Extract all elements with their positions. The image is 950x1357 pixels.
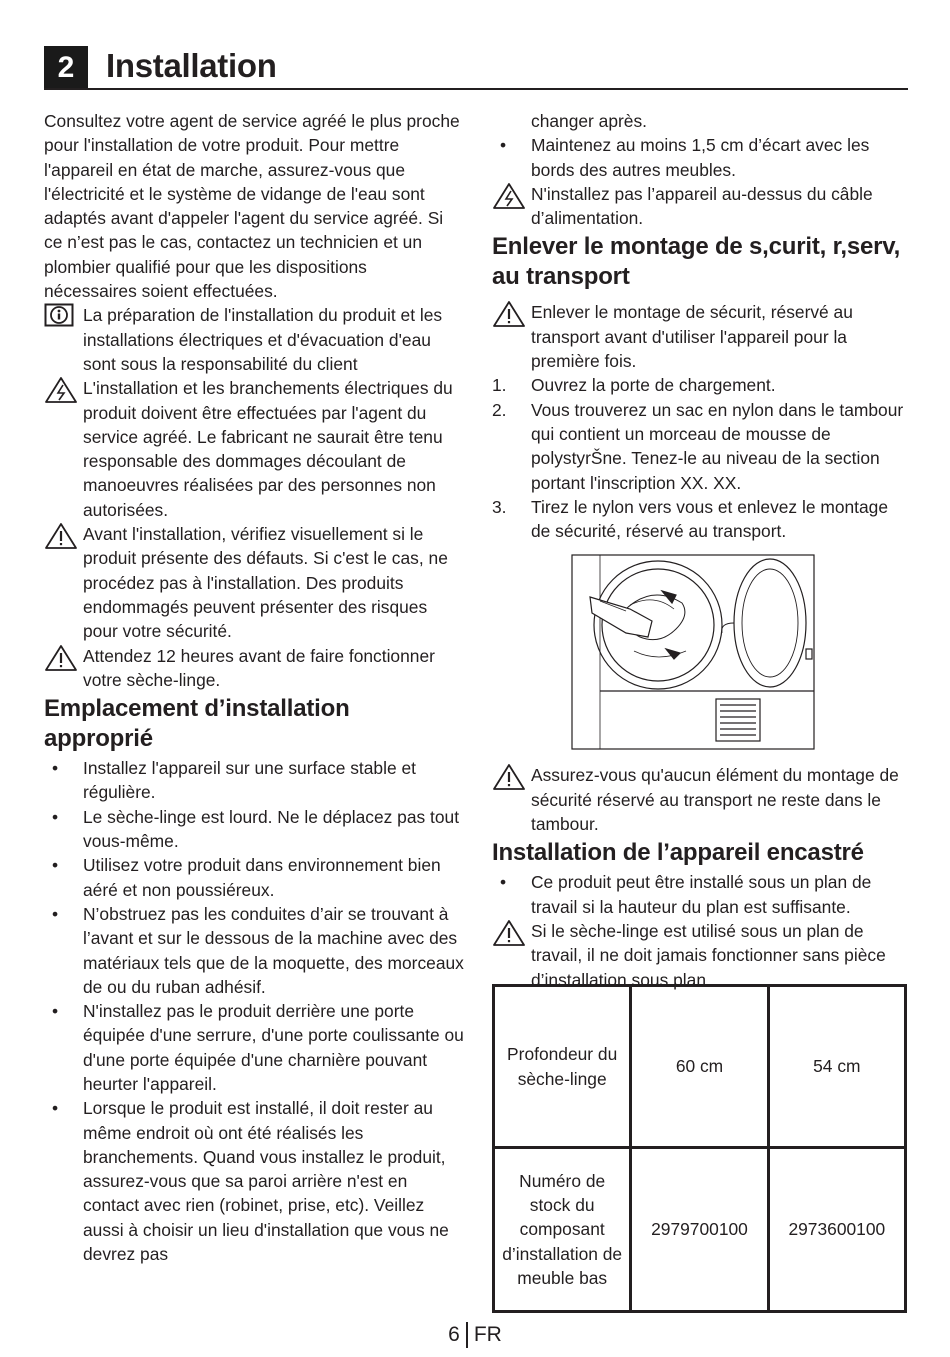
intro-paragraph: Consultez votre agent de service agréé le plus proche pour l'installation de votre produit. Pour mettre l'appareil en état de marche, assurez-vous que l'électricité et le système de vidange de l'eau sont adaptés avant d'appeler l'agent du service agréé. Si ce n’est pas le cas, contactez un technicien et un plombier qualifié pour que les dispositions nécessaires soient effectuées. xyxy=(44,111,460,302)
transport-warning-text: Enlever le montage de sécurit, réservé au transport avant d'utiliser l'appareil pour la première fois. xyxy=(531,302,853,372)
list-item-text: Utilisez votre produit dans environnement bien aéré et non poussiéreux. xyxy=(83,855,441,900)
table-cell-label: Numéro de stock du composant d’installation de meuble bas xyxy=(494,1148,631,1312)
step-item xyxy=(492,495,910,544)
list-item xyxy=(492,870,910,919)
builtin-heading: Installation de l’appareil encastré xyxy=(492,839,864,867)
page-number: 6 xyxy=(448,1323,460,1346)
list-item xyxy=(44,853,464,902)
wait-warning-text: Attendez 12 heures avant de faire fonctionner votre sèche-linge. xyxy=(83,645,435,690)
step-item xyxy=(492,398,910,495)
electric-warning-text: L'installation et les branchements électriques du produit doivent être effectuées par l'agent du service agréé. Le fabricant ne saurait être tenu responsable des dommages découlant de manoeuvres réalisées par des personnes non autorisées. xyxy=(83,378,453,520)
warning-icon xyxy=(492,919,526,947)
step-number: 2. xyxy=(492,399,507,420)
list-item-text: Le sèche-linge est lourd. Ne le déplacez pas tout vous-même. xyxy=(83,806,460,852)
table-row xyxy=(494,1148,906,1312)
builtin-warning-text: Si le sèche-linge est utilisé sous un plan de travail, il ne doit jamais fonctionner sans pièce d’installation sous plan. xyxy=(531,920,886,990)
electric-hazard-icon xyxy=(492,182,526,210)
list-item-text: Installez l'appareil sur une surface stable et régulière. xyxy=(83,758,416,803)
table-cell: 2973600100 xyxy=(768,1148,905,1312)
list-item xyxy=(492,133,910,182)
inspect-warning-text: Avant l'installation, vérifiez visuellement si le produit présente des défauts. Si c'est le cas, ne procédez pas à l'installation. Des produits endommagés peuvent présenter des risques pour votre sécurité. xyxy=(83,524,448,642)
info-note xyxy=(44,303,464,376)
step-number: 1. xyxy=(492,375,507,396)
builtin-warning xyxy=(492,919,910,992)
transport-warning xyxy=(492,300,910,373)
list-item xyxy=(44,1096,464,1266)
step-number: 3. xyxy=(492,496,507,517)
header-rule xyxy=(44,88,908,90)
continuation-text: changer après. xyxy=(531,111,648,131)
list-item xyxy=(44,756,464,805)
cable-warning xyxy=(492,182,910,231)
step-text: Tirez le nylon vers vous et enlevez le montage de sécurité, réservé au transport. xyxy=(531,496,889,542)
location-heading: Emplacement d’installation approprié xyxy=(44,695,350,753)
table-cell: 2979700100 xyxy=(631,1148,768,1312)
warning-icon xyxy=(492,300,526,328)
wait-warning xyxy=(44,644,464,693)
list-item-text: N'installez pas le produit derrière une porte équipée d'une serrure, d'une porte coulissante ou d'une porte équipée d'une charnière pouvant heurter l'appareil. xyxy=(83,1001,464,1094)
bullet: • xyxy=(51,855,59,876)
left-column xyxy=(44,109,464,1266)
step-text: Ouvrez la porte de chargement. xyxy=(531,375,776,396)
cable-warning-text: N'installez pas l’appareil au-dessus du câble d’alimentation. xyxy=(531,183,873,229)
dryer-illustration xyxy=(570,553,816,751)
chapter-number: 2 xyxy=(44,46,88,90)
electric-warning xyxy=(44,376,464,522)
transport-heading: Enlever le montage de s,curit, r,serv, au transport xyxy=(492,233,901,291)
bullet: • xyxy=(499,135,507,156)
table-cell: 60 cm xyxy=(631,986,768,1148)
table-cell-label: Profondeur du sèche-linge xyxy=(494,986,631,1148)
warning-icon xyxy=(44,522,78,550)
bullet: • xyxy=(499,872,507,893)
electric-hazard-icon xyxy=(44,376,78,404)
list-item xyxy=(44,805,464,854)
language-code: FR xyxy=(473,1323,502,1346)
step-item xyxy=(492,373,910,397)
bullet: • xyxy=(51,903,59,924)
warning-icon xyxy=(492,763,526,791)
bullet: • xyxy=(51,806,59,827)
info-icon xyxy=(44,303,78,331)
check-warning xyxy=(492,763,910,836)
list-item xyxy=(44,999,464,1096)
right-column xyxy=(492,109,910,992)
table-cell: 54 cm xyxy=(768,986,905,1148)
bullet: • xyxy=(51,758,59,779)
step-text: Vous trouverez un sac en nylon dans le tambour qui contient un morceau de mousse de polystyrŠne. Tenez-le au niveau de la section portant l'inscription XX. XX. xyxy=(531,399,904,493)
table-row xyxy=(494,986,906,1148)
list-item-text: N’obstruez pas les conduites d’air se trouvant à l’avant et sur le dessous de la machine avec des matériaux tels que de la moquette, des morceaux de ou du ruban adhésif. xyxy=(83,903,464,997)
list-item-text: Maintenez au moins 1,5 cm d’écart avec les bords des autres meubles. xyxy=(531,135,870,180)
info-note-text: La préparation de l'installation du produit et les installations électriques et d'évacuation d'eau sont sous la responsabilité du client xyxy=(83,305,443,374)
footer-separator xyxy=(466,1322,468,1348)
page-footer xyxy=(0,1322,950,1348)
bullet: • xyxy=(51,1098,59,1119)
inspect-warning xyxy=(44,522,464,643)
list-item-text: Ce produit peut être installé sous un plan de travail si la hauteur du plan est suffisante. xyxy=(531,872,872,917)
check-warning-text: Assurez-vous qu'aucun élément du montage de sécurité réservé au transport ne reste dans le tambour. xyxy=(531,765,899,835)
warning-icon xyxy=(44,644,78,672)
chapter-header xyxy=(44,42,908,90)
dimensions-table xyxy=(492,984,907,1313)
list-item xyxy=(44,902,464,999)
chapter-title: Installation xyxy=(106,47,277,84)
list-item-text: Lorsque le produit est installé, il doit rester au même endroit où ont été réalisés les branchements. Quand vous installez le produit, assurez-vous que sa paroi arrière n'est en contact avec rien (robinet, prise, etc). Veillez aussi à choisir un lieu d'installation que vous ne devrez pas xyxy=(83,1098,449,1265)
bullet: • xyxy=(51,1001,59,1022)
